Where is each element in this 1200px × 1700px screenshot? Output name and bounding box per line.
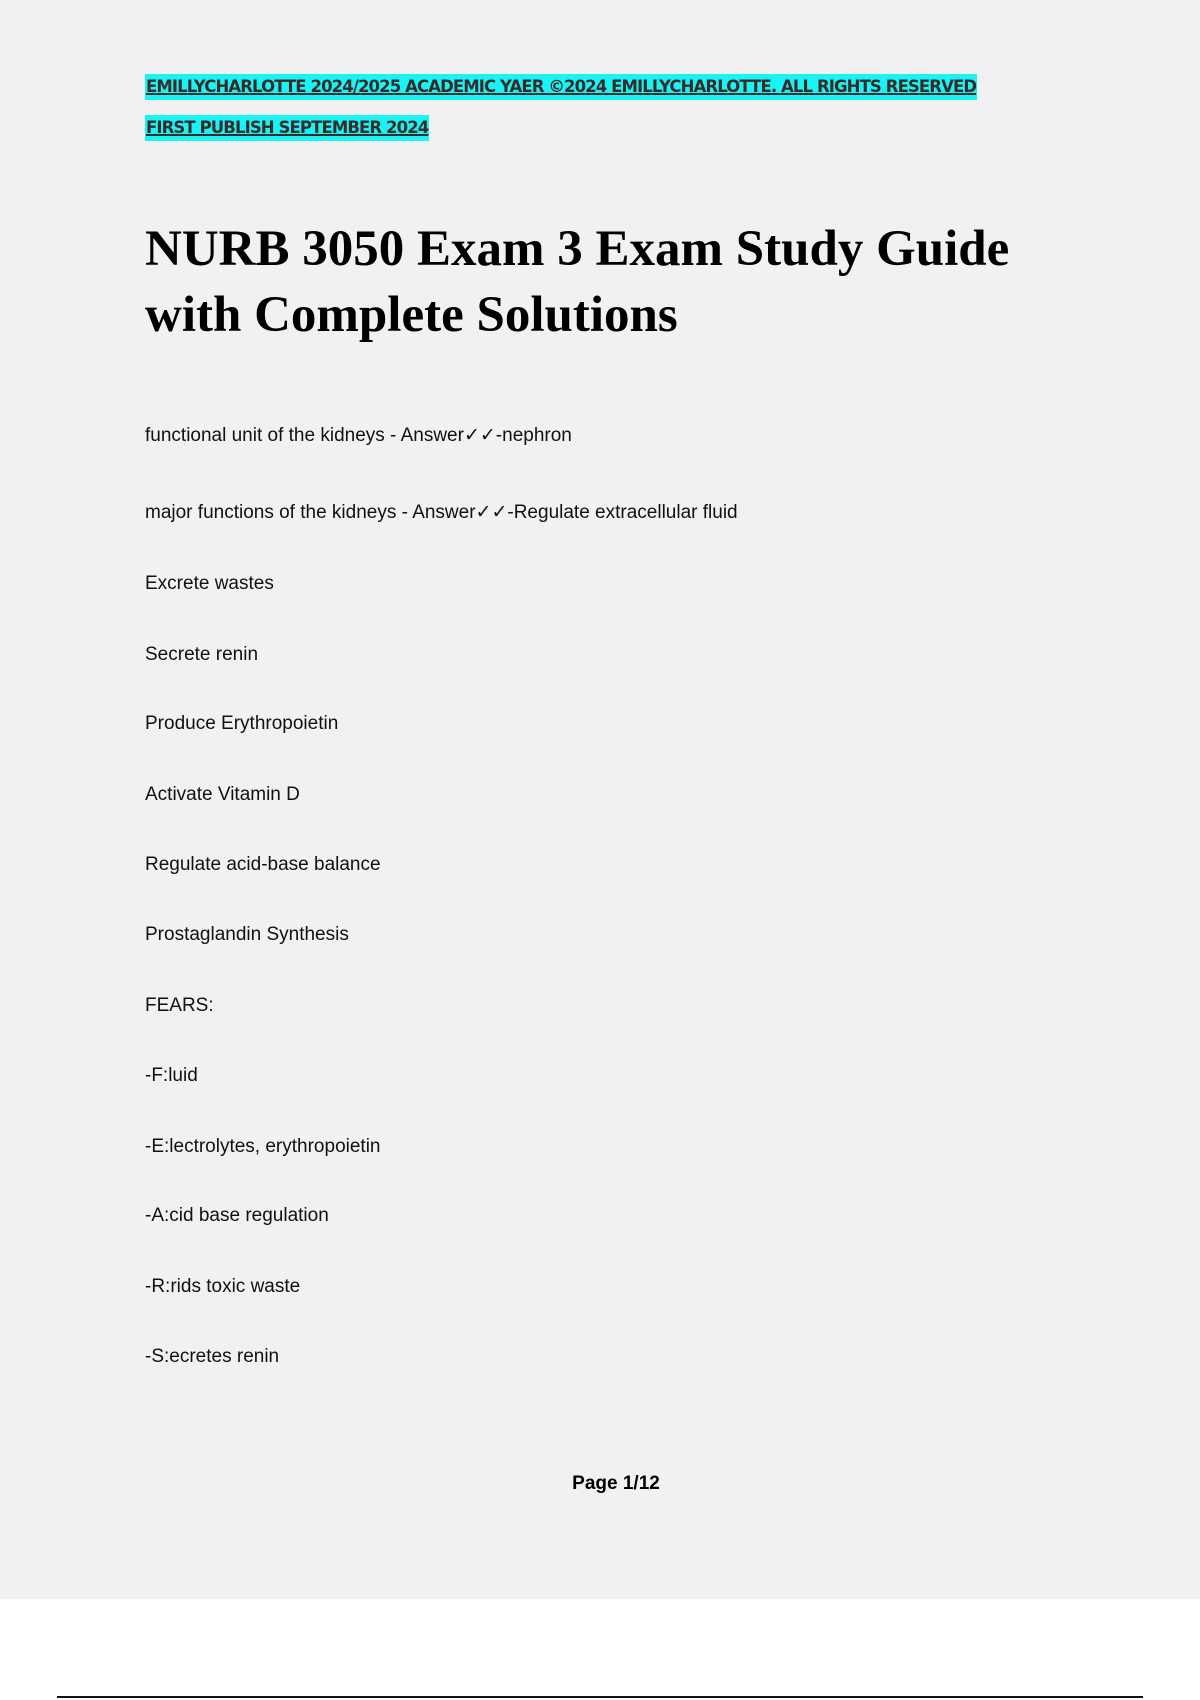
list-item: -A:cid base regulation xyxy=(145,1205,329,1226)
list-item: Secrete renin xyxy=(145,644,259,665)
list-item: -R:rids toxic waste xyxy=(145,1276,301,1297)
list-item: FEARS: xyxy=(145,995,214,1016)
copyright-header: EMILLYCHARLOTTE 2024/2025 ACADEMIC YAER ©2024 EMILLYCHARLOTTE. ALL RIGHTS RESERVED xyxy=(145,74,977,100)
list-item: Produce Erythropoietin xyxy=(145,713,339,734)
list-item: Excrete wastes xyxy=(145,573,274,594)
list-item: -F:luid xyxy=(145,1065,198,1086)
list-item: Prostaglandin Synthesis xyxy=(145,924,349,945)
qa-line: major functions of the kidneys - Answer✓✓-Regulate extracellular fluid xyxy=(145,502,738,523)
document-title: NURB 3050 Exam 3 Exam Study Guide with Complete Solutions xyxy=(145,221,1010,343)
page-divider xyxy=(57,1696,1143,1698)
list-item: -S:ecretes renin xyxy=(145,1346,280,1367)
list-item: Activate Vitamin D xyxy=(145,784,300,805)
publish-date-header: FIRST PUBLISH SEPTEMBER 2024 xyxy=(145,115,429,141)
list-item: Regulate acid-base balance xyxy=(145,854,381,875)
qa-line: functional unit of the kidneys - Answer✓✓-nephron xyxy=(145,425,572,446)
page-number: Page 1/12 xyxy=(572,1473,660,1494)
list-item: -E:lectrolytes, erythropoietin xyxy=(145,1136,381,1157)
